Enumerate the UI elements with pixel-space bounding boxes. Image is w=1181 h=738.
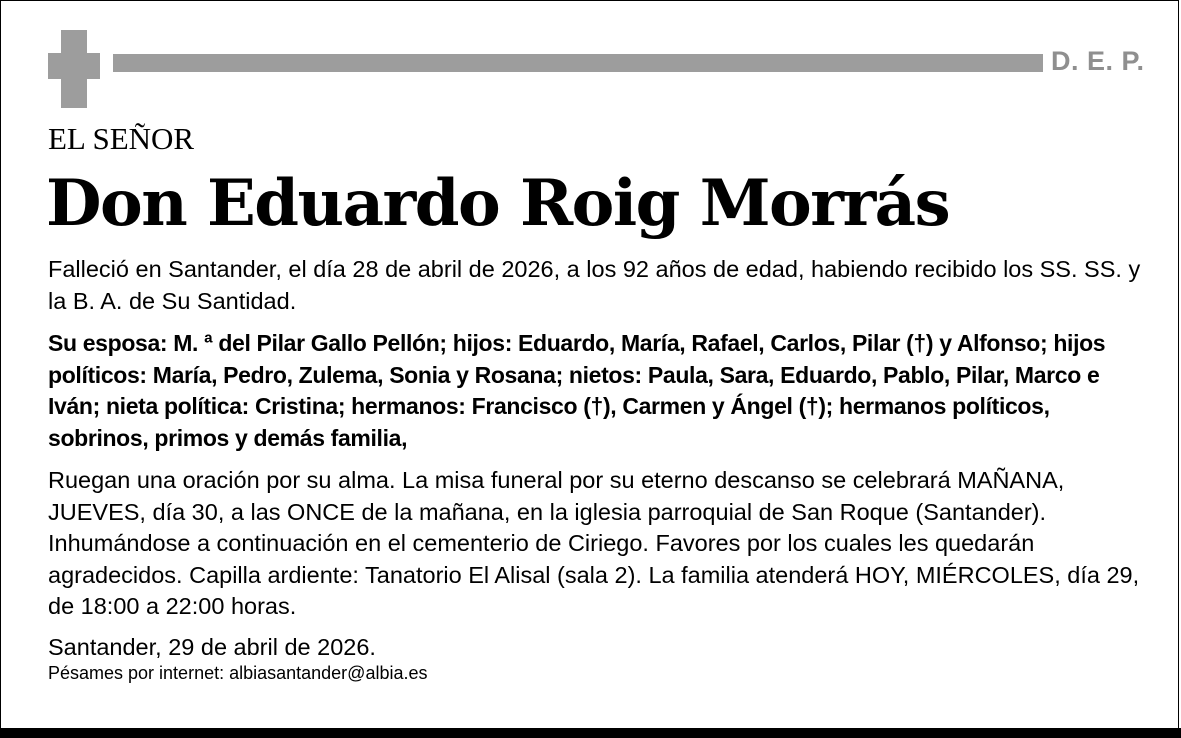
place-date: Santander, 29 de abril de 2026. [48,634,376,660]
deceased-name: Don Eduardo Roig Morrás [46,166,950,241]
family-list: Su esposa: M. ª del Pilar Gallo Pellón; hijos: Eduardo, María, Rafael, Carlos, Pilar (†) y Alfonso; hijos políticos: María, Pedro, Zulema, Sonia y Rosana; nietos: Paula, Sara, Eduardo, Pablo, Pilar, Marco e Iván; nieta política: Cristina; hermanos: Francisco (†), Carmen y Ángel (†); hermanos políticos, sobrinos, primos y demás familia, [48,330,1106,451]
header-divider [113,54,1043,72]
honorific: EL SEÑOR [48,121,195,156]
cross-icon [48,30,100,108]
condolences-line: Pésames por internet: albiasantander@albia.es [48,663,428,683]
dep-badge: D. E. P. [1051,46,1145,76]
death-statement: Falleció en Santander, el día 28 de abril de 2026, a los 92 años de edad, habiendo recibido los SS. SS. y la B. A. de Su Santidad. [48,256,1141,314]
service-details: Ruegan una oración por su alma. La misa funeral por su eterno descanso se celebrará MAÑANA, JUEVES, día 30, a las ONCE de la mañana, en la iglesia parroquial de San Roque (Santander). Inhumándose a continuación en el cementerio de Ciriego. Favores por los cuales les quedarán agradecidos. Capilla ardiente: Tanatorio El Alisal (sala 2). La familia atenderá HOY, MIÉRCOLES, día 29, de 18:00 a 22:00 horas. [48,467,1140,619]
bottom-divider [0,728,1181,738]
